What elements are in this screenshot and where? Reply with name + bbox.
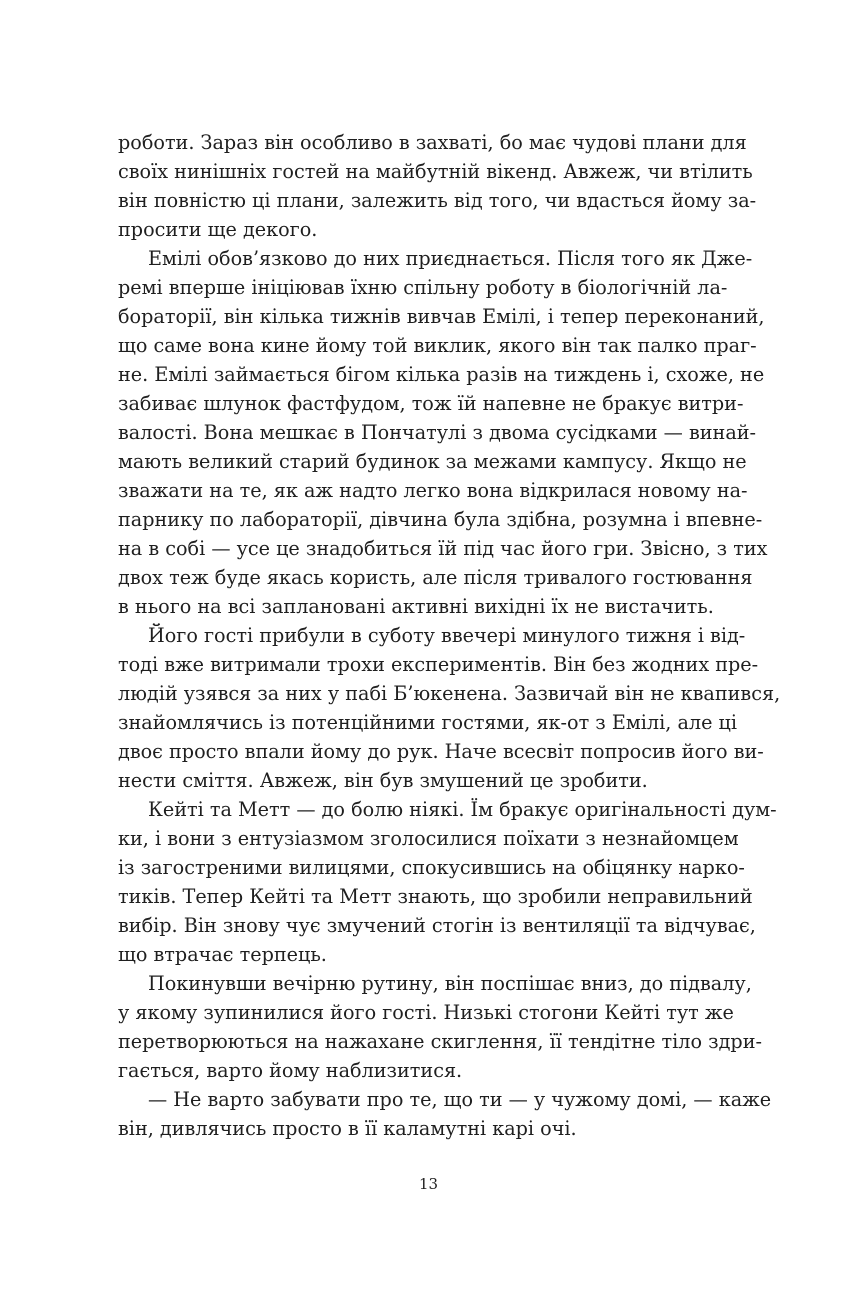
text-line: мають великий старий будинок за межами кампусу. Якщо не <box>118 450 747 473</box>
text-line: в нього на всі заплановані активні вихідні їх не вистачить. <box>118 595 714 618</box>
text-line: просити ще декого. <box>118 218 318 241</box>
text-line: тоді вже витримали трохи експериментів. Він без жодних пре- <box>118 653 759 676</box>
text-line: на в собі — усе це знадобиться їй під час його гри. Звісно, з тих <box>118 537 768 560</box>
text-line: роботи. Зараз він особливо в захваті, бо має чудові плани для <box>118 131 747 154</box>
paragraph <box>118 621 781 795</box>
text-line: знайомлячись із потенційними гостями, як-от з Емілі, але ці <box>118 711 738 734</box>
text-line: забиває шлунок фастфудом, тож їй напевне не бракує витри- <box>118 392 744 415</box>
text-line: тиків. Тепер Кейті та Метт знають, що зробили неправильний <box>118 885 753 908</box>
paragraph <box>118 244 768 621</box>
text-line: двох теж буде якась користь, але після тривалого гостювання <box>118 566 753 589</box>
text-line: із загостреними вилицями, спокусившись на обіцянку нарко- <box>118 856 745 879</box>
text-line: Його гості прибули в суботу ввечері минулого тижня і від- <box>148 624 746 647</box>
text-line: бораторії, він кілька тижнів вивчав Емілі, і тепер переконаний, <box>118 305 765 328</box>
text-line: гається, варто йому наблизитися. <box>118 1059 463 1082</box>
paragraph <box>118 969 762 1085</box>
text-line: Емілі обов’язково до них приєднається. Після того як Дже- <box>148 247 753 270</box>
text-line: зважати на те, як аж надто легко вона відкрилася новому на- <box>118 479 748 502</box>
text-line: він, дивлячись просто в її каламутні карі очі. <box>118 1117 577 1140</box>
text-line: вибір. Він знову чує змучений стогін із вентиляції та відчуває, <box>118 914 756 937</box>
text-line: у якому зупинилися його гості. Низькі стогони Кейті тут же <box>118 1001 734 1024</box>
paragraph <box>118 1085 772 1143</box>
text-line: нести сміття. Авжеж, він був змушений це зробити. <box>118 769 648 792</box>
text-line: що саме вона кине йому той виклик, якого він так палко праг- <box>118 334 757 357</box>
text-line: — Не варто забувати про те, що ти — у чужому домі, — каже <box>148 1088 772 1111</box>
text-line: своїх нинішніх гостей на майбутній вікенд. Авжеж, чи втілить <box>118 160 753 183</box>
text-line: людій узявся за них у пабі Б’юкенена. Зазвичай він не квапився, <box>118 682 781 705</box>
text-line: валості. Вона мешкає в Пончатулі з двома сусідками — винай- <box>118 421 757 444</box>
paragraph <box>118 795 777 969</box>
page-number: 13 <box>418 1175 439 1193</box>
text-line: Кейті та Метт — до болю ніякі. Їм бракує оригінальності дум- <box>148 798 777 821</box>
text-line: двоє просто впали йому до рук. Наче всесвіт попросив його ви- <box>118 740 764 763</box>
text-line: парнику по лабораторії, дівчина була здібна, розумна і впевне- <box>118 508 763 531</box>
page-body <box>118 128 781 1143</box>
text-line: перетворюються на нажахане скиглення, її тендітне тіло здри- <box>118 1030 762 1053</box>
text-line: ремі вперше ініціював їхню спільну роботу в біологічній ла- <box>118 276 728 299</box>
text-line: він повністю ці плани, залежить від того, чи вдасться йому за- <box>118 189 757 212</box>
text-line: Покинувши вечірню рутину, він поспішає вниз, до підвалу, <box>148 972 752 995</box>
paragraph <box>118 128 757 244</box>
text-line: не. Емілі займається бігом кілька разів на тиждень і, схоже, не <box>118 363 765 386</box>
text-line: ки, і вони з ентузіазмом зголосилися поїхати з незнайомцем <box>118 827 739 850</box>
text-line: що втрачає терпець. <box>118 943 327 966</box>
